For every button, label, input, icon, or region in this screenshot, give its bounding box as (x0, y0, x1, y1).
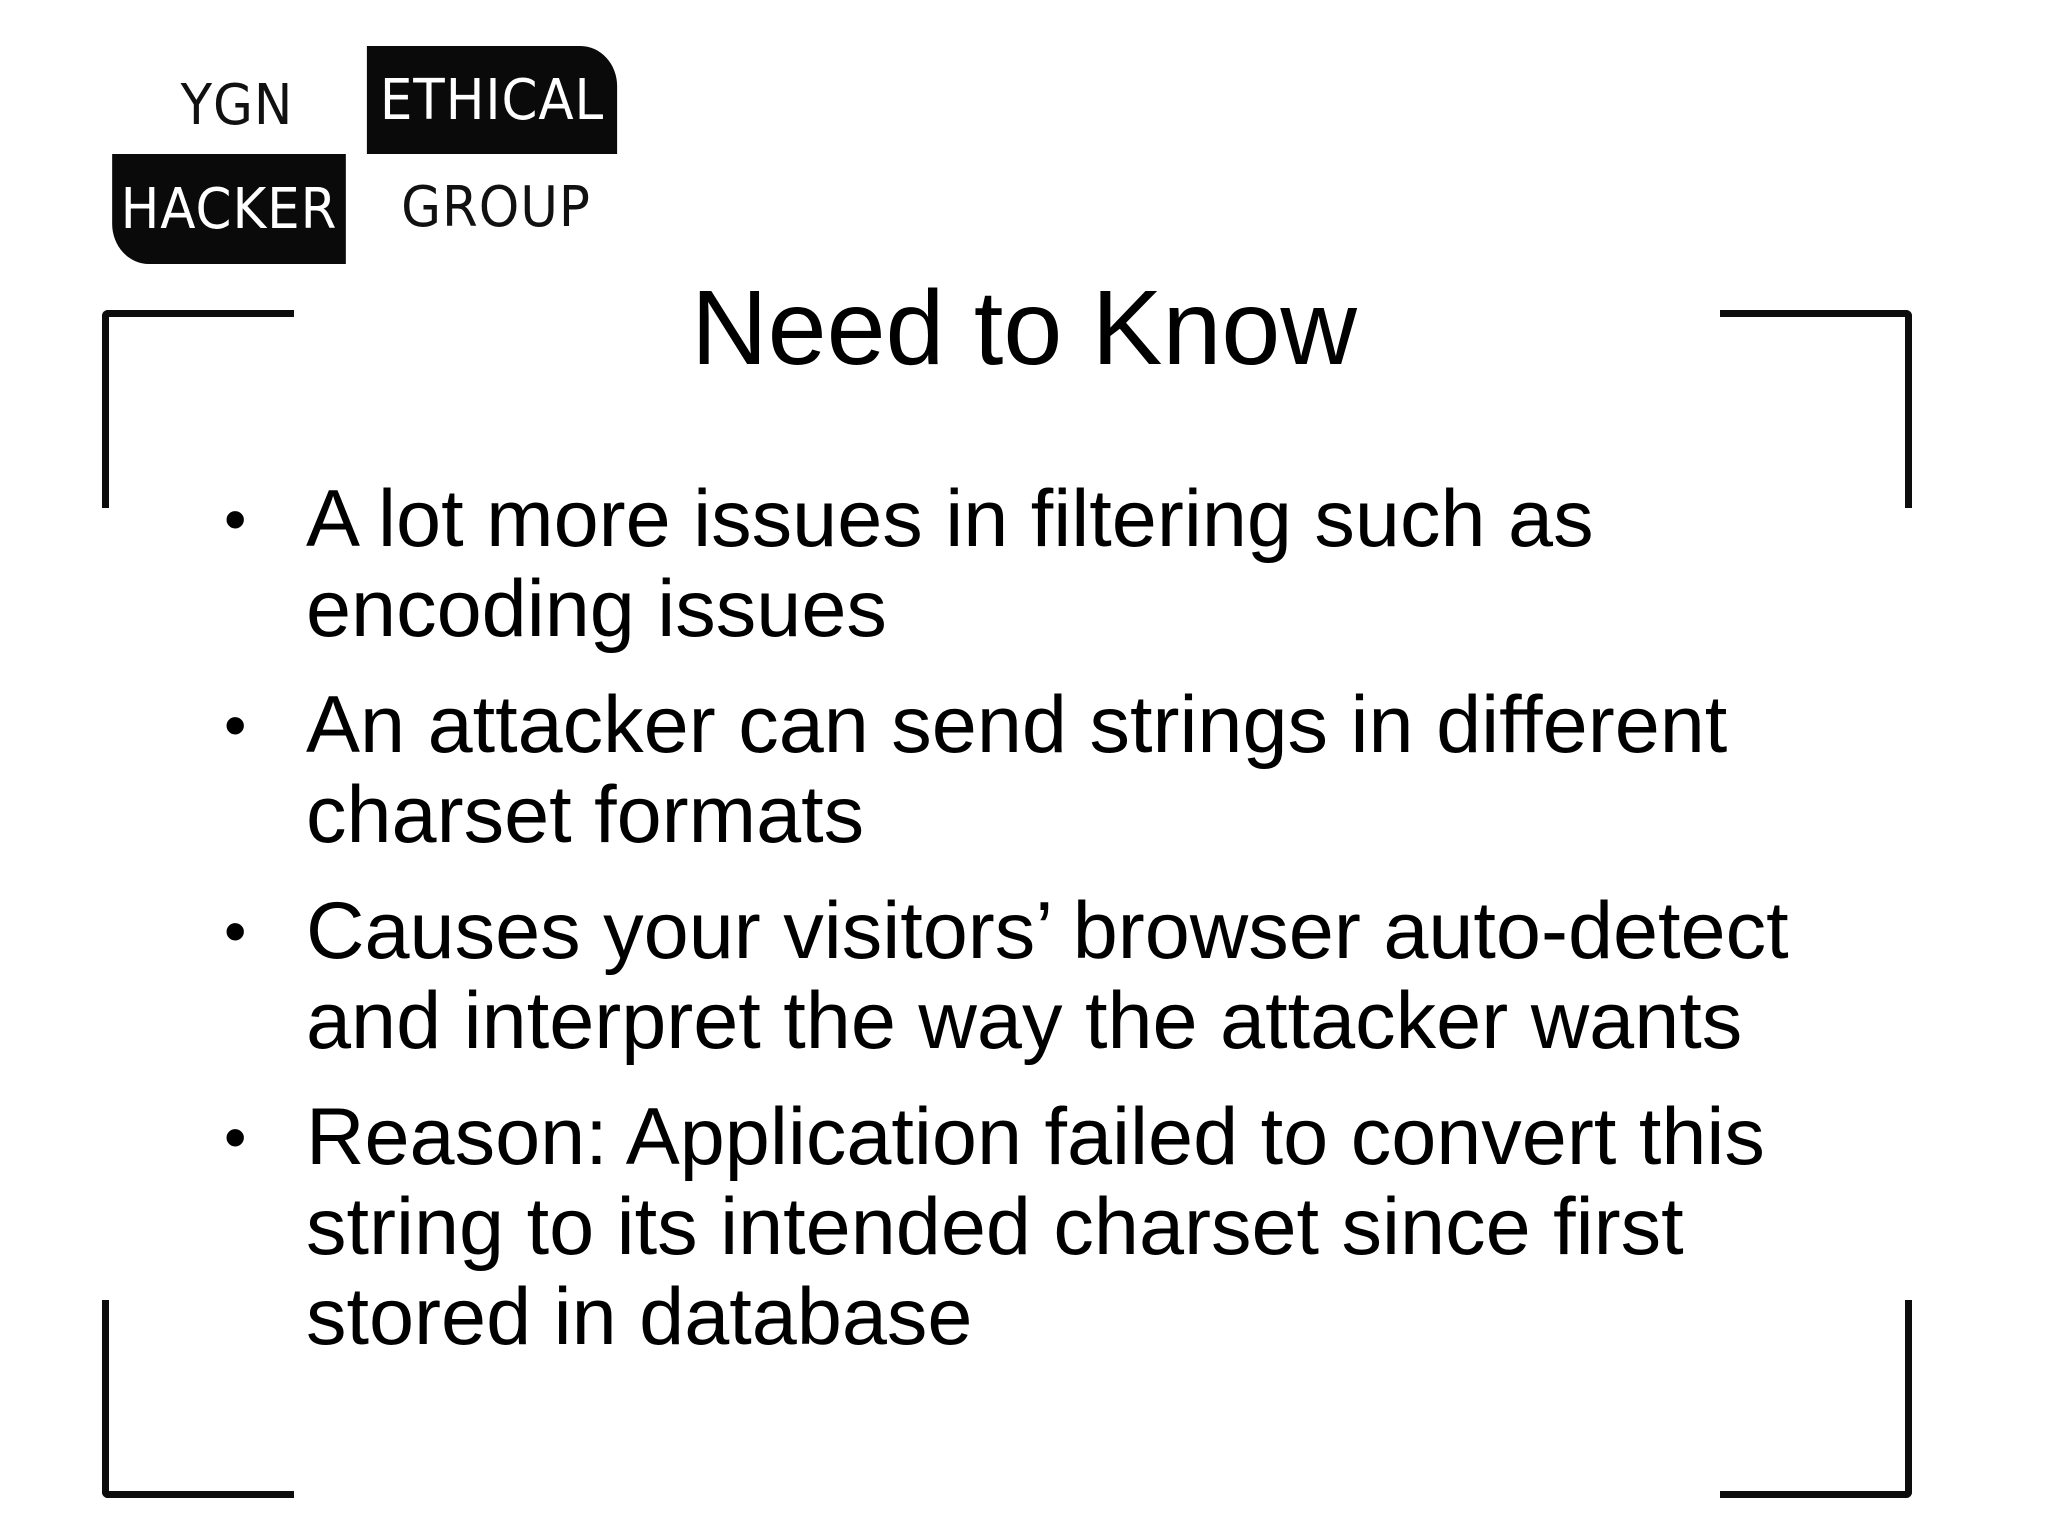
bullet-item (224, 680, 1924, 860)
bullet-icon: • (224, 689, 247, 761)
bullet-icon: • (224, 895, 247, 967)
logo-text-group: GROUP (376, 164, 615, 250)
bullet-item (224, 886, 1924, 1066)
bullet-text: An attacker can send strings in different charset formats (306, 680, 1728, 860)
bullet-item (224, 1092, 1924, 1362)
bullet-text: Reason: Application failed to convert this string to its intended charset since first stored in database (306, 1092, 1765, 1362)
bullet-icon: • (224, 483, 247, 555)
bullet-list (224, 474, 1924, 1388)
slide-title: Need to Know (691, 269, 1357, 387)
bullet-text: A lot more issues in filtering such as encoding issues (306, 474, 1594, 654)
bullet-icon: • (224, 1101, 247, 1173)
ygn-ethical-hacker-group-logo (102, 46, 628, 264)
bullet-text: Causes your visitors’ browser auto-detect and interpret the way the attacker wants (306, 886, 1789, 1066)
logo-text-ethical: ETHICAL (367, 46, 617, 154)
logo-text-ygn: YGN (150, 62, 325, 148)
bullet-item (224, 474, 1924, 654)
logo-text-hacker: HACKER (112, 154, 346, 264)
